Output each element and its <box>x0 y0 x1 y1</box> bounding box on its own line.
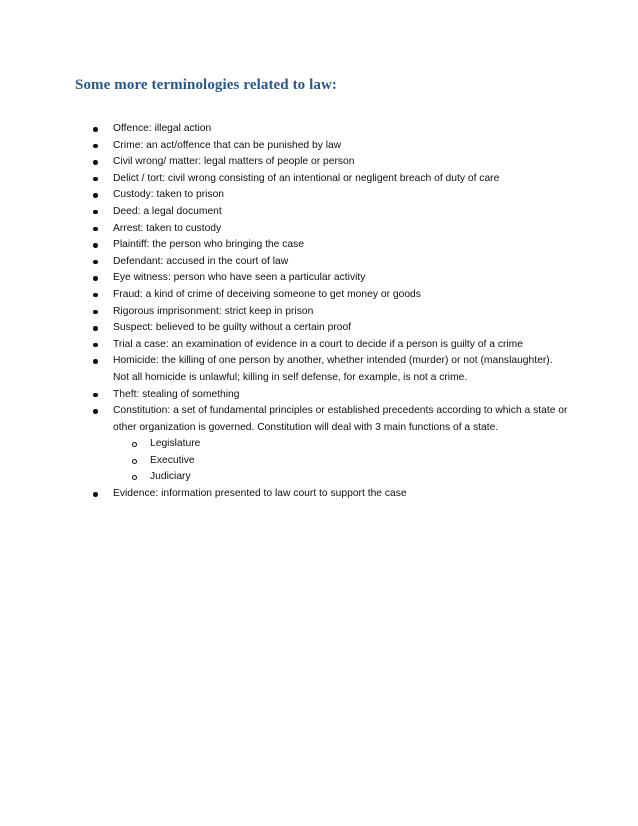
bullet-icon <box>93 393 98 398</box>
list-item-eye-witness <box>91 270 571 287</box>
list-item-fraud <box>91 287 571 304</box>
item-text: Custody: taken to prison <box>113 189 225 201</box>
list-item-arrest <box>91 221 571 238</box>
sub-item-legislature <box>113 436 571 453</box>
bullet-icon <box>93 326 98 331</box>
bullet-icon <box>93 243 98 248</box>
list-item-crime <box>91 138 571 155</box>
list-item-trial <box>91 337 571 354</box>
bullet-icon <box>93 193 98 198</box>
sub-item-text: Executive <box>150 454 195 466</box>
list-item-civil-wrong <box>91 154 571 171</box>
bullet-icon <box>93 310 98 315</box>
item-text: Suspect: believed to be guilty without a certain proof <box>113 322 352 334</box>
terminology-list <box>91 121 571 503</box>
bullet-icon <box>93 359 98 364</box>
item-text: Constitution: a set of fundamental principles or established precedents according to which a state or other organization is governed. Constitution will deal with 3 main functions of a state. <box>113 405 568 433</box>
bullet-icon <box>93 144 98 149</box>
item-text: Homicide: the killing of one person by another, whether intended (murder) or not (manslaughter). Not all homicide is unlawful; killing in self defense, for example, is not a crime. <box>113 355 553 383</box>
item-text: Theft: stealing of something <box>113 388 240 400</box>
bullet-icon <box>93 227 98 232</box>
constitution-functions-list <box>113 436 571 486</box>
bullet-icon <box>93 260 98 265</box>
hollow-bullet-icon <box>132 475 137 480</box>
sub-item-judiciary <box>113 469 571 486</box>
list-item-offence <box>91 121 571 138</box>
bullet-icon <box>93 343 98 348</box>
bullet-icon <box>93 293 98 298</box>
item-text: Evidence: information presented to law court to support the case <box>113 488 407 500</box>
item-text: Defendant: accused in the court of law <box>113 255 289 267</box>
hollow-bullet-icon <box>132 459 137 464</box>
item-text: Offence: illegal action <box>113 123 212 134</box>
list-item-evidence <box>91 486 571 503</box>
sub-item-text: Legislature <box>150 438 201 450</box>
list-item-suspect <box>91 320 571 337</box>
list-item-rigorous-imprisonment <box>91 304 571 321</box>
bullet-icon <box>93 160 98 165</box>
list-item-deed <box>91 204 571 221</box>
bullet-icon <box>93 492 98 497</box>
item-text: Rigorous imprisonment: strict keep in prison <box>113 305 314 317</box>
item-text: Eye witness: person who have seen a particular activity <box>113 272 366 284</box>
item-text: Plaintiff: the person who bringing the case <box>113 239 304 251</box>
item-text: Arrest: taken to custody <box>113 222 222 234</box>
item-text: Deed: a legal document <box>113 205 222 217</box>
bullet-icon <box>93 276 98 281</box>
bullet-icon <box>93 177 98 182</box>
item-text: Fraud: a kind of crime of deceiving someone to get money or goods <box>113 288 421 300</box>
list-item-delict <box>91 171 571 188</box>
list-item-constitution <box>91 403 571 486</box>
sub-item-text: Judiciary <box>150 471 191 483</box>
item-text: Trial a case: an examination of evidence in a court to decide if a person is guilty of a crime <box>113 338 523 350</box>
list-item-custody <box>91 187 571 204</box>
bullet-icon <box>93 127 98 132</box>
bullet-icon <box>93 409 98 414</box>
list-item-theft <box>91 387 571 404</box>
section-heading: Some more terminologies related to law: <box>75 77 338 93</box>
item-text: Crime: an act/offence that can be punished by law <box>113 139 342 151</box>
item-text: Civil wrong/ matter: legal matters of people or person <box>113 156 355 168</box>
sub-item-executive <box>113 453 571 470</box>
list-item-homicide <box>91 353 571 386</box>
hollow-bullet-icon <box>132 442 137 447</box>
bullet-icon <box>93 210 98 215</box>
list-item-plaintiff <box>91 237 571 254</box>
list-item-defendant <box>91 254 571 271</box>
item-text: Delict / tort: civil wrong consisting of an intentional or negligent breach of duty of care <box>113 172 500 184</box>
